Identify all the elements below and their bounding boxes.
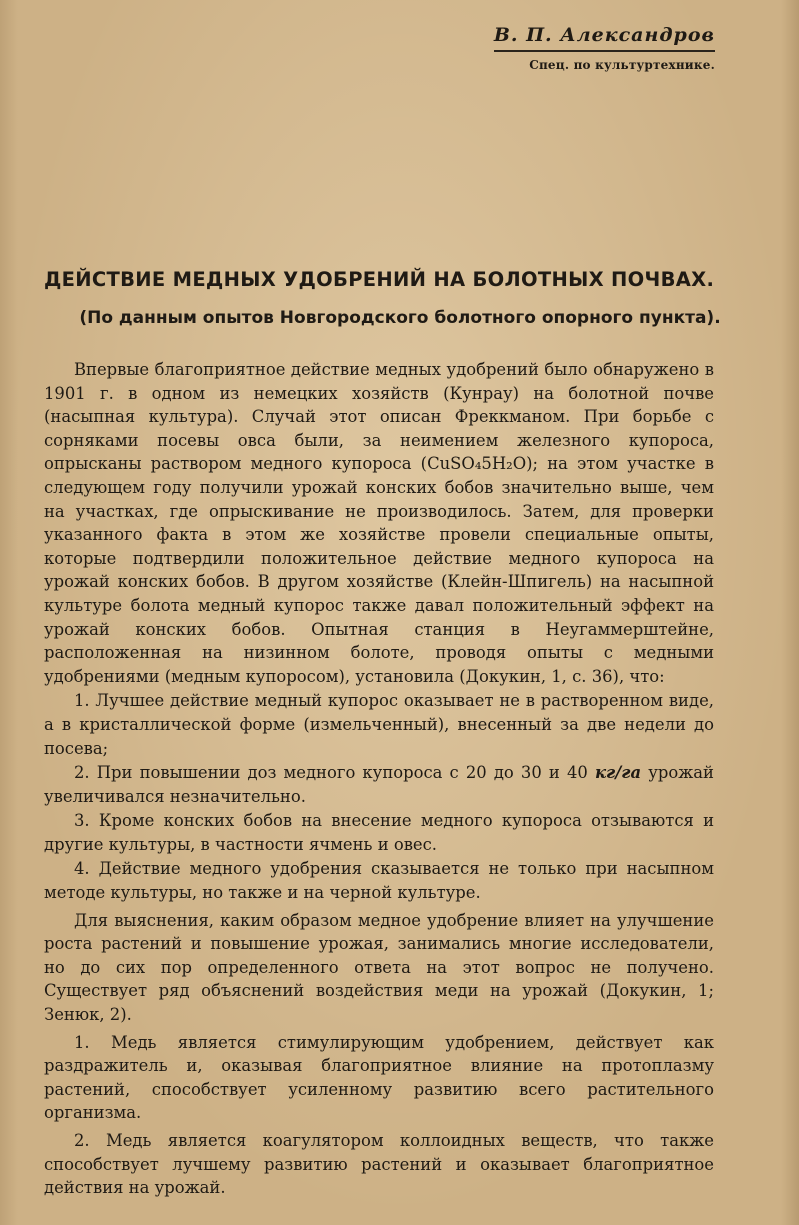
item-2-tail: урожай увеличивался незначительно.	[44, 763, 714, 806]
paragraph-explanation-1: 1. Медь является стимулирующим удобрением, действует как раздражитель и, оказывая благоприятное влияние на протоплазму растений, способствует усиленному развитию всего растительного организма.	[44, 1032, 714, 1123]
article-subtitle: (По данным опытов Новгородского болотного опорного пункта).	[79, 308, 721, 328]
paragraph-item-2	[44, 761, 714, 808]
author-position: Спец. по культуртехнике.	[529, 58, 715, 72]
paragraph-item-4: 4. Действие медного удобрения сказывается не только при насыпном методе культуры, но также и на черной культуре.	[44, 859, 714, 903]
article-title: ДЕЙСТВИЕ МЕДНЫХ УДОБРЕНИЙ НА БОЛОТНЫХ ПОЧВАХ.	[44, 268, 715, 291]
paragraph-intro: Впервые благоприятное действие медных удобрений было обнаружено в 1901 г. в одном из немецких хозяйств (Кунрау) на болотной почве (насыпная культура). Случай этот описан Фреккманом. При борьбе с сорняками посевы овса были, за неимением железного купороса, опрысканы раствором медного купороса (CuSO₄5H₂O); на этом участке в следующем году получили урожай конских бобов значительно выше, чем на участках, где опрыскивание не производилось. Затем, для проверки указанного факта в этом же хозяйстве провели специальные опыты, которые подтвердили положительное действие медного купороса на урожай конских бобов. В другом хозяйстве (Клейн-Шпигель) на насыпной культуре болота медный купорос также давал положительный эффект на урожай конских бобов. Опытная станция в Неугаммерштейне, расположенная на низинном болоте, проводя опыты с медными удобрениями (медным купоросом), установила (Докукин, 1, с. 36), что:	[44, 360, 714, 686]
author-name: В. П. Александров	[494, 24, 715, 52]
article-body	[44, 358, 714, 1200]
paragraph-item-3: 3. Кроме конских бобов на внесение медного купороса отзываются и другие культуры, в частности ячмень и овес.	[44, 811, 714, 854]
paragraph-explanation-2: 2. Медь является коагулятором коллоидных веществ, что также способствует лучшему развитию растений и оказывает благоприятное действия на урожай.	[44, 1131, 714, 1198]
item-2-unit: кг/га	[594, 763, 642, 783]
item-2-text: 2. При повышении доз медного купороса с 20 до 30 и 40	[74, 763, 588, 783]
author-block	[494, 24, 715, 72]
paragraph-explanations: Для выяснения, каким образом медное удобрение влияет на улучшение роста растений и повышение урожая, занимались многие исследователи, но до сих пор определенного ответа на этот вопрос не получено. Существует ряд объяснений воздействия меди на урожай (Докукин, 1; Зенюк, 2).	[44, 910, 714, 1025]
paragraph-item-1: 1. Лучшее действие медный купорос оказывает не в растворенном виде, а в кристаллической форме (измельченный), внесенный за две недели до посева;	[44, 691, 714, 758]
